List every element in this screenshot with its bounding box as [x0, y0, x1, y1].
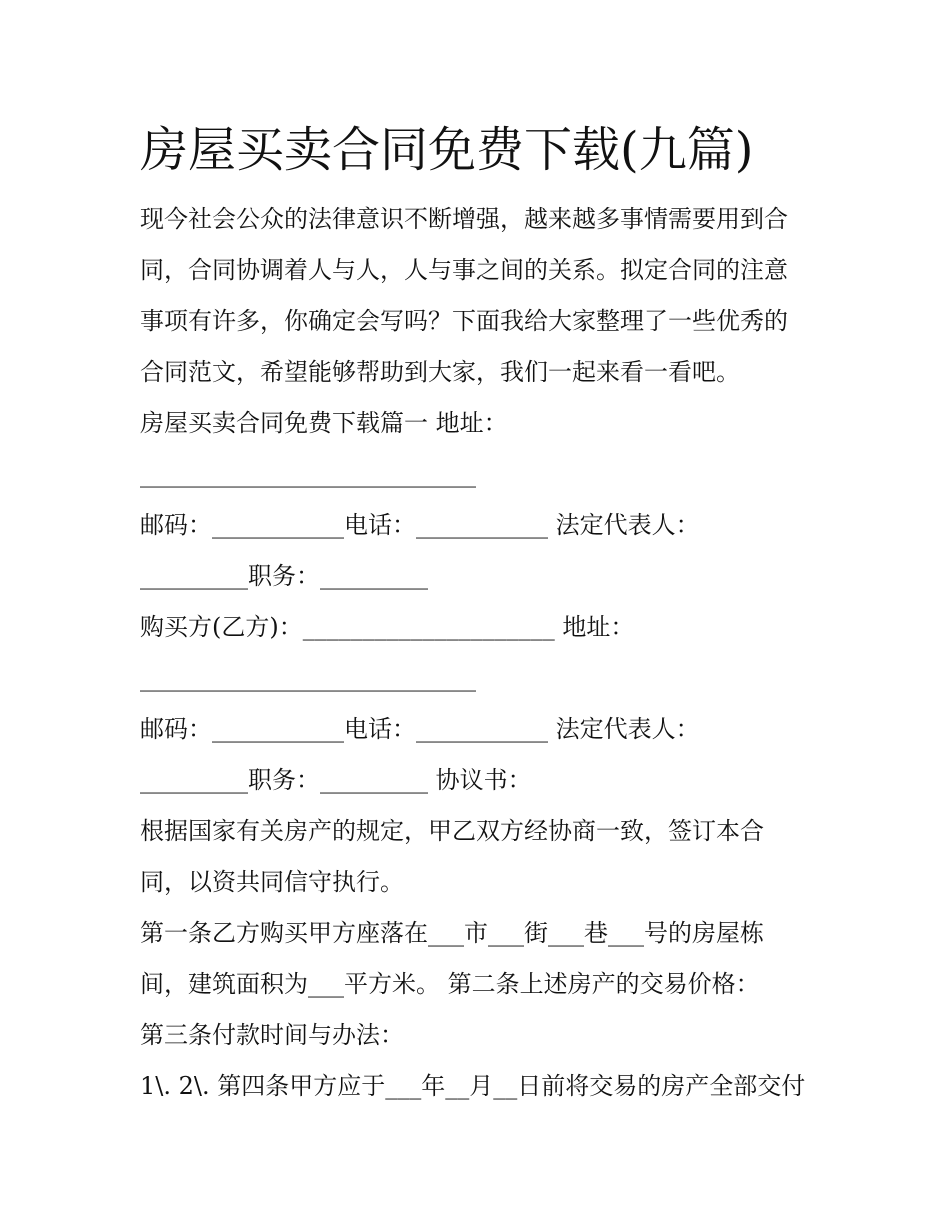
body-line: 根据国家有关房产的规定，甲乙双方经协商一致，签订本合 [140, 817, 764, 845]
body-line: _________职务：_________ [140, 562, 428, 590]
body-line: 同，合同协调着人与人，人与事之间的关系。拟定合同的注意 [140, 256, 788, 284]
body-line: 1\. 2\. 第四条甲方应于___年__月__日前将交易的房产全部交付 [140, 1072, 806, 1100]
body-line: 事项有许多，你确定会写吗？下面我给大家整理了一些优秀的 [140, 307, 788, 335]
section-heading-line: 房屋买卖合同免费下载篇一 地址： [140, 409, 508, 437]
body-line: 邮码：___________电话：___________ 法定代表人： [140, 511, 700, 539]
document-body [140, 194, 820, 1112]
document-page [140, 112, 820, 1112]
blank-line: ____________________________ [140, 664, 476, 692]
body-line: 同，以资共同信守执行。 [140, 868, 404, 896]
body-line: 邮码：___________电话：___________ 法定代表人： [140, 715, 700, 743]
blank-line: ____________________________ [140, 460, 476, 488]
body-line: 合同范文，希望能够帮助到大家，我们一起来看一看吧。 [140, 358, 740, 386]
body-line: 第一条乙方购买甲方座落在___市___街___巷___号的房屋栋 [140, 919, 764, 947]
document-title: 房屋买卖合同免费下载(九篇) [140, 122, 754, 178]
body-line: _________职务：_________ 协议书： [140, 766, 532, 794]
body-line: 第三条付款时间与办法： [140, 1021, 404, 1049]
body-line: 现今社会公众的法律意识不断增强，越来越多事情需要用到合 [140, 205, 788, 233]
body-line: 购买方(乙方)：_____________________ 地址： [140, 613, 635, 641]
body-line: 间，建筑面积为___平方米。 第二条上述房产的交易价格： [140, 970, 760, 998]
